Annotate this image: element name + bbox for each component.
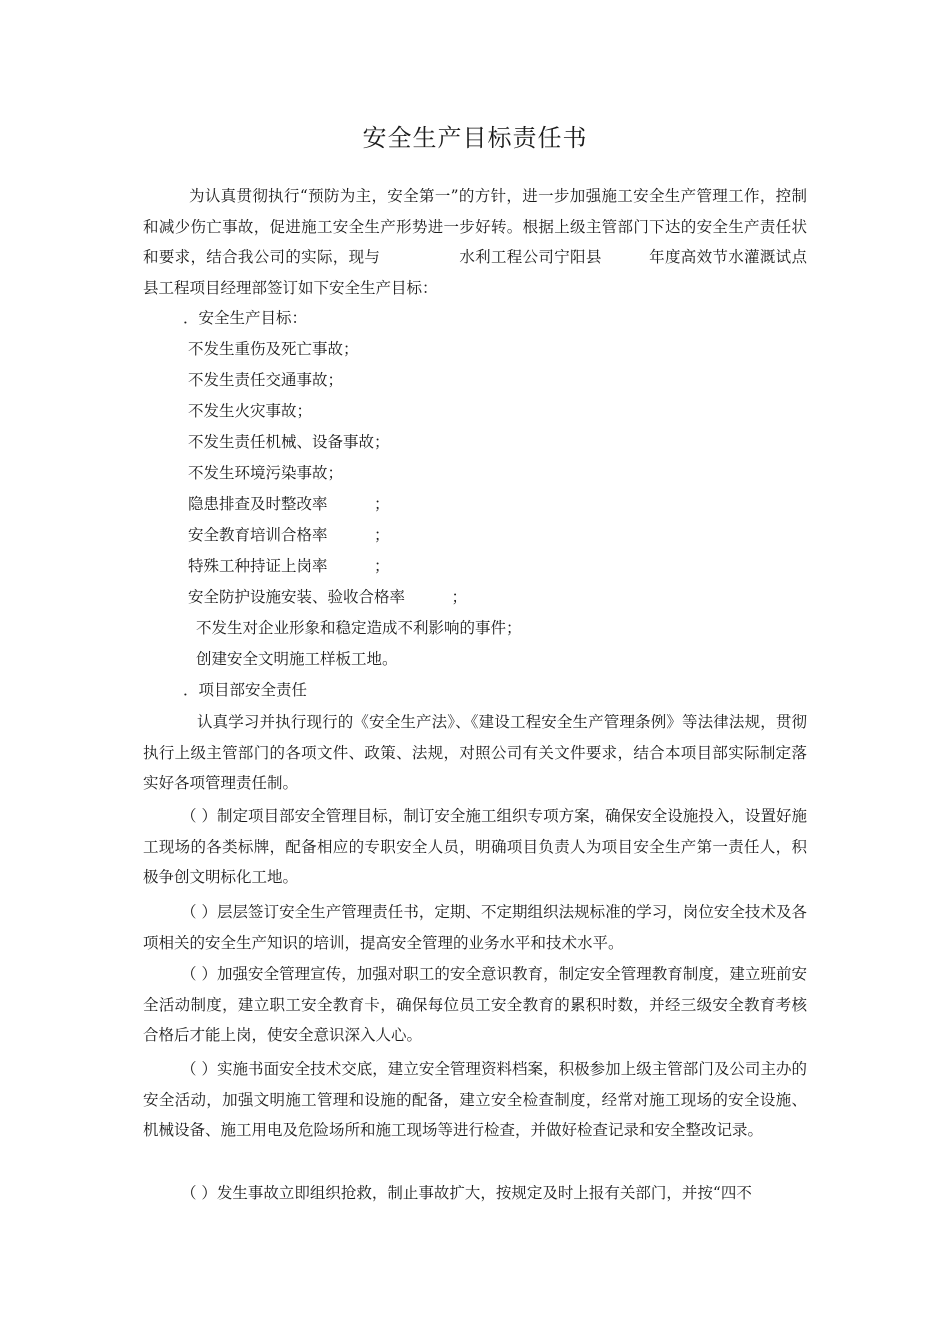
section-heading-goals: ．安全生产目标： [183,309,308,327]
goal-item: 安全教育培训合格率 ； [188,526,390,544]
responsibility-item: （ ）发生事故立即组织抢救，制止事故扩大，按规定及时上报有关部门，并按“四不 [181,1184,752,1202]
responsibility-item: （ ）加强安全管理宣传，加强对职工的安全意识教育，制定安全管理教育制度，建立班前安全活动制度，建立职工安全教育卡，确保每位员工安全教育的累积时数，并经三级安全教育考核合格后才能上岗，使安全意识深入人心。 [143,965,807,1044]
goal-item: 不发生重伤及死亡事故； [188,340,359,358]
responsibility-item: （ ）制定项目部安全管理目标，制订安全施工组织专项方案，确保安全设施投入，设置好施工现场的各类标牌，配备相应的专职安全人员，明确项目负责人为项目安全生产第一责任人，积极争创文明标化工地。 [143,807,807,886]
intro-paragraph: 为认真贯彻执行“预防为主，安全第一”的方针，进一步加强施工安全生产管理工作，控制和减少伤亡事故，促进施工安全生产形势进一步好转。根据上级主管部门下达的安全生产责任状和要求，结合我公司的实际，现与 水利工程公司宁阳县 年度高效节水灌溉试点县工程项目经理部签订如下安全生产目标： [143,187,807,297]
responsibility-item: （ ）实施书面安全技术交底，建立安全管理资料档案，积极参加上级主管部门及公司主办的安全活动，加强文明施工管理和设施的配备，建立安全检查制度，经常对施工现场的安全设施、机械设备、施工用电及危险场所和施工现场等进行检查，并做好检查记录和安全整改记录。 [143,1060,807,1139]
goal-item: 创建安全文明施工样板工地。 [196,650,398,668]
goal-item: 不发生火灾事故； [188,402,313,420]
goal-item: 不发生责任交通事故； [188,371,344,389]
responsibility-intro-paragraph: 认真学习并执行现行的《安全生产法》、《建设工程安全生产管理条例》等法律法规，贯彻执行上级主管部门的各项文件、政策、法规，对照公司有关文件要求，结合本项目部实际制定落实好各项管理责任制。 [143,713,807,792]
goal-item: 不发生对企业形象和稳定造成不利影响的事件； [196,619,522,637]
goal-item: 不发生环境污染事故； [188,464,344,482]
goal-item: 不发生责任机械、设备事故； [188,433,390,451]
responsibility-item: （ ）层层签订安全生产管理责任书，定期、不定期组织法规标准的学习，岗位安全技术及各项相关的安全生产知识的培训，提高安全管理的业务水平和技术水平。 [143,903,807,952]
section-heading-responsibility: ．项目部安全责任 [183,681,308,699]
goal-item: 安全防护设施安装、验收合格率 ； [188,588,468,606]
goal-item: 隐患排查及时整改率 ； [188,495,390,513]
document-title: 安全生产目标责任书 [362,124,588,152]
goal-item: 特殊工种持证上岗率 ； [188,557,390,575]
